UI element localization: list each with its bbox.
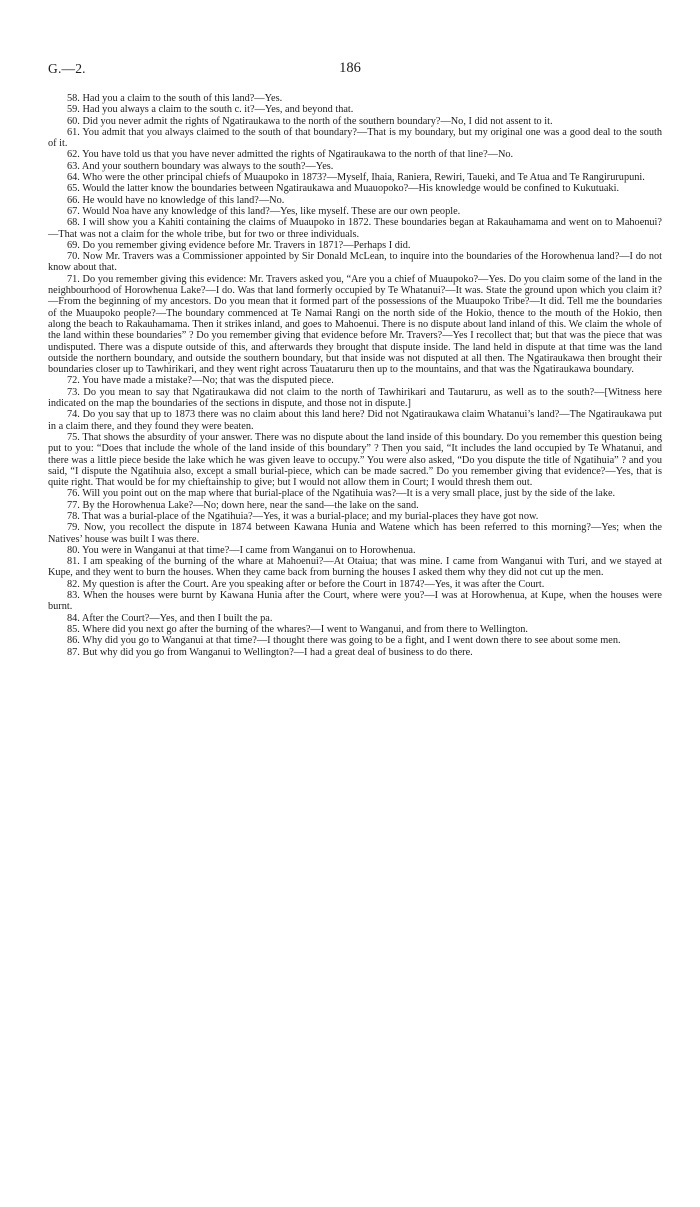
paragraph: 86. Why did you go to Wanganui at that time?—I thought there was going to be a fight, and I went down there to see about some men. [67,635,621,647]
paragraph: 60. Did you never admit the rights of Ngatiraukawa to the north of the southern boundary?—No, I did not assent to it. [67,115,553,127]
page-number: 186 [339,60,361,76]
body-text [48,93,662,658]
document-reference: G.—2. [48,61,86,76]
paragraph: 84. After the Court?—Yes, and then I built the pa. [67,612,273,624]
paragraph: 70. Now Mr. Travers was a Commissioner appointed by Sir Donald McLean, to inquire into the boundaries of the Horowhenua land?—I do not know about that. [48,251,662,274]
paragraph: 79. Now, you recollect the dispute in 1874 between Kawana Hunia and Watene which has been referred to this morning?—Yes; when the Natives’ house was built I was there. [48,522,662,545]
paragraph: 83. When the houses were burnt by Kawana Hunia after the Court, where were you?—I was at Horowhenua, at Kupe, when the houses were burnt. [48,590,662,613]
paragraph: 67. Would Noa have any knowledge of this land?—Yes, like myself. These are our own people. [67,205,461,217]
paragraph: 77. By the Horowhenua Lake?—No; down here, near the sand—the lake on the sand. [67,499,419,511]
paragraph: 62. You have told us that you have never admitted the rights of Ngatiraukawa to the north of that line?—No. [67,149,514,161]
paragraph: 68. I will show you a Kahiti containing the claims of Muaupoko in 1872. These boundaries began at Rakauhamama and went on to Mahoenui?—That was not a claim for the whole tribe, but for two or three individuals. [48,217,662,240]
paragraph: 82. My question is after the Court. Are you speaking after or before the Court in 1874?—Yes, it was after the Court. [67,578,545,590]
paragraph: 71. Do you remember giving this evidence: Mr. Travers asked you, “Are you a chief of Muaupoko?—Yes. Do you claim some of the land in the neighbourhood of Horowhenua Lake?—I do. Was that land formerly occupied by Te Whatanui?—It was. State the ground upon which you claim it?—From the beginning of my ancestors. Do you mean that it formed part of the possessions of the Muaupoko Tribe?—It did. Tell me the boundaries of the Muaupoko people?—The boundary commenced at Te Namai Rangi on the north side of the Hokio, thence to the mouth of the Hokio, then along the beach to Rakauhamama. Then it strikes inland, and goes to Mahoenui. There is no dispute about land inland of this. We claim the whole of the land within these boundaries” ? Do you remember giving that evidence before Mr. Travers?—Yes I recollect that; but that was the piece that was undisputed. There was a dispute outside of this, and afterwards they brought that dispute inside. The land held in dispute at that time was the land outside the northern boundary, and outside the southern boundary, but that inside was not disputed at all then. The Ngatiraukawa then brought their boundaries closer up to Tawhirikari, and they went right across Tauataruru then up to the mountains, and that was the Ngatiraukawa boundary. [48,273,662,376]
paragraph: 69. Do you remember giving evidence before Mr. Travers in 1871?—Perhaps I did. [67,239,411,251]
paragraph: 75. That shows the absurdity of your answer. There was no dispute about the land inside of this boundary. Do you remember this question being put to you: “Does that include the whole of the land inside of this boundary” ? Then you said, “It includes the land occupied by Te Whatanui, and there was a little piece beside the lake which he was given leave to occupy.” You were also asked, “Do you dispute the title of Ngatihuia” ? and you said, “I dispute the Ngatihuia also, except a small burial-piece, which can be made sacred.” Do you remember giving that evidence?—Yes, that is quite right. That would be for my chieftainship to give; but I would not allow them in Court; I would thresh them out. [48,431,662,489]
paragraph: 76. Will you point out on the map where that burial-place of the Ngatihuia was?—It is a very small place, just by the side of the lake. [67,488,616,500]
paragraph: 61. You admit that you always claimed to the south of that boundary?—That is my boundary, but my original one was a good deal to the south of it. [48,126,662,150]
paragraph: 78. That was a burial-place of the Ngatihuia?—Yes, it was a burial-place; and my burial-places they have got now. [67,510,539,522]
paragraph: 87. But why did you go from Wanganui to Wellington?—I had a great deal of business to do there. [67,646,473,658]
paragraph: 72. You have made a mistake?—No; that was the disputed piece. [67,375,334,387]
paragraph: 58. Had you a claim to the south of this land?—Yes. [67,93,283,104]
paragraph: 74. Do you say that up to 1873 there was no claim about this land here? Did not Ngatiraukawa claim Whatanui’s land?—The Ngatiraukawa put in a claim there, and they found they were beaten. [48,409,662,432]
paragraph: 63. And your southern boundary was always to the south?—Yes. [67,160,334,172]
paragraph: 64. Who were the other principal chiefs of Muaupoko in 1873?—Myself, Ihaia, Raniera, Rewiri, Taueki, and Te Atua and Te Rangirurupuni. [67,172,645,184]
paragraph: 66. He would have no knowledge of this land?—No. [67,194,285,206]
paragraph: 65. Would the latter know the boundaries between Ngatiraukawa and Muauopoko?—His knowledge would be confined to Kukutuaki. [67,183,620,195]
paragraph: 80. You were in Wanganui at that time?—I came from Wanganui on to Horowhenua. [67,544,416,556]
paragraph: 59. Had you always a claim to the south c. it?—Yes, and beyond that. [67,104,354,116]
paragraph: 73. Do you mean to say that Ngatiraukawa did not claim to the north of Tawhirikari and Tautaruru, as well as to the south?—[Witness here indicated on the map the boundaries of the sections in dispute, and those not in dispute.] [48,386,662,410]
paragraph: 81. I am speaking of the burning of the whare at Mahoenui?—At Otaiua; that was mine. I came from Wanganui with Turi, and we stayed at Kupe, and they went to burn the houses. When they came back from burning the houses I asked them why they did not cut up the men. [48,556,662,579]
paragraph: 85. Where did you next go after the burning of the whares?—I went to Wanganui, and from there to Wellington. [67,623,529,635]
